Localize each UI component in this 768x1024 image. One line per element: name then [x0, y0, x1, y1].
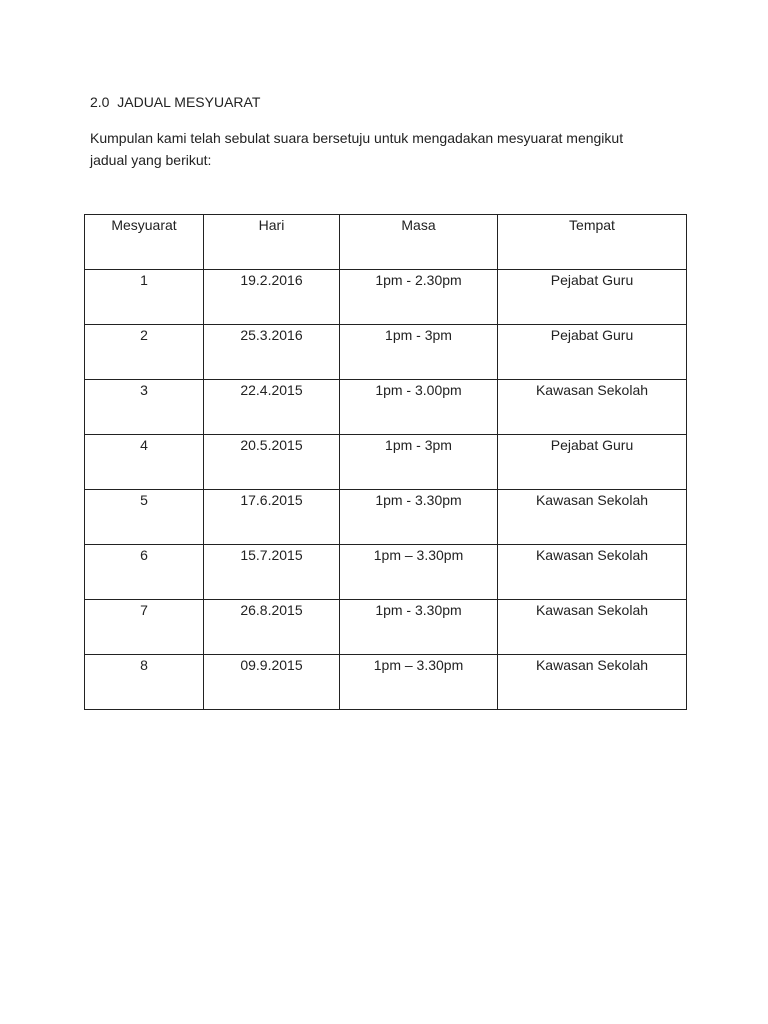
cell-time: 1pm - 3.00pm — [340, 380, 498, 435]
table-header-row — [85, 215, 687, 270]
header-tempat: Tempat — [498, 215, 687, 270]
cell-date: 22.4.2015 — [204, 380, 340, 435]
table-row — [85, 490, 687, 545]
intro-paragraph — [90, 127, 690, 171]
cell-place: Kawasan Sekolah — [498, 545, 687, 600]
cell-time: 1pm – 3.30pm — [340, 655, 498, 710]
meeting-schedule-table — [84, 214, 687, 710]
cell-date: 26.8.2015 — [204, 600, 340, 655]
table-row — [85, 545, 687, 600]
cell-meeting-number: 7 — [85, 600, 204, 655]
cell-meeting-number: 8 — [85, 655, 204, 710]
cell-place: Pejabat Guru — [498, 435, 687, 490]
cell-time: 1pm - 3.30pm — [340, 490, 498, 545]
cell-place: Kawasan Sekolah — [498, 490, 687, 545]
intro-line: Kumpulan kami telah sebulat suara bersetuju untuk mengadakan mesyuarat mengikut — [90, 130, 624, 146]
cell-date: 17.6.2015 — [204, 490, 340, 545]
table-row — [85, 325, 687, 380]
cell-meeting-number: 2 — [85, 325, 204, 380]
header-mesyuarat: Mesyuarat — [85, 215, 204, 270]
cell-date: 25.3.2016 — [204, 325, 340, 380]
cell-time: 1pm - 3.30pm — [340, 600, 498, 655]
table-row — [85, 655, 687, 710]
cell-place: Kawasan Sekolah — [498, 655, 687, 710]
table-row — [85, 270, 687, 325]
cell-time: 1pm - 3pm — [340, 435, 498, 490]
cell-meeting-number: 5 — [85, 490, 204, 545]
header-hari: Hari — [204, 215, 340, 270]
cell-date: 19.2.2016 — [204, 270, 340, 325]
header-masa: Masa — [340, 215, 498, 270]
cell-place: Kawasan Sekolah — [498, 380, 687, 435]
section-heading: 2.0 JADUAL MESYUARAT — [90, 94, 261, 110]
cell-date: 15.7.2015 — [204, 545, 340, 600]
cell-time: 1pm - 2.30pm — [340, 270, 498, 325]
table-row — [85, 600, 687, 655]
intro-line: jadual yang berikut: — [90, 152, 212, 168]
cell-place: Pejabat Guru — [498, 325, 687, 380]
cell-date: 09.9.2015 — [204, 655, 340, 710]
cell-meeting-number: 4 — [85, 435, 204, 490]
cell-meeting-number: 1 — [85, 270, 204, 325]
cell-time: 1pm – 3.30pm — [340, 545, 498, 600]
cell-place: Pejabat Guru — [498, 270, 687, 325]
cell-meeting-number: 3 — [85, 380, 204, 435]
table-row — [85, 380, 687, 435]
cell-meeting-number: 6 — [85, 545, 204, 600]
cell-place: Kawasan Sekolah — [498, 600, 687, 655]
cell-time: 1pm - 3pm — [340, 325, 498, 380]
table-row — [85, 435, 687, 490]
cell-date: 20.5.2015 — [204, 435, 340, 490]
